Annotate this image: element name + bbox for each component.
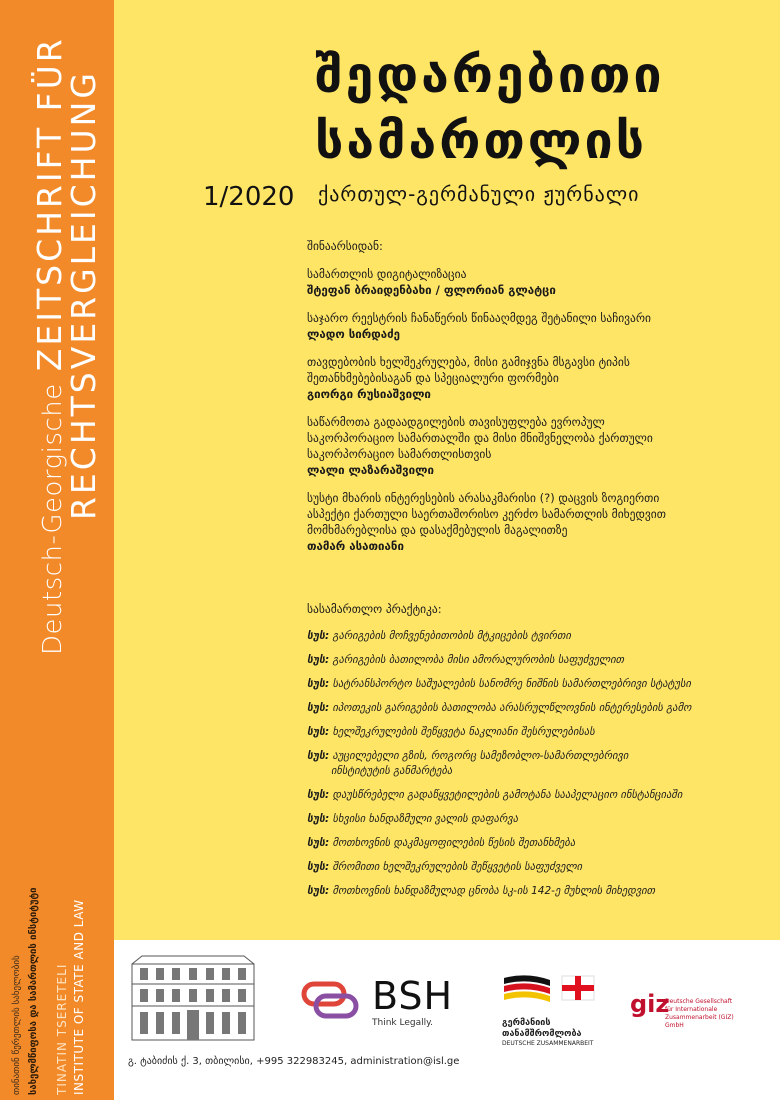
case-entry [307,725,757,740]
article-author: ლადო სირდაძე [307,327,401,341]
case-title: სატრანსპორტო საშუალების სანომრე ნიშნის სამართლებრივი სტატუსი [332,678,691,690]
giz-name-line: Zusammenarbeit (GIZ) GmbH [665,1014,734,1029]
case-title: აუცილებელი გზის, როგორც სამეზობლო-სამართლებრივი [332,750,629,762]
institute-name-en-line-2: INSTITUTE OF STATE AND LAW [72,899,86,1095]
case-title: მოთხოვნის დაკმაყოფილების წესის შეთანხმება [332,837,576,849]
case-entry [307,812,757,827]
institute-building-icon [128,954,258,1042]
article-title-line: ასპექტი ქართული საერთაშორისო კერძო სამართლის მიხედვით [307,507,666,521]
table-of-contents [307,238,747,566]
case-court-label: სუს: [307,789,330,801]
institute-name-en-line-1: TINATIN TSERETELI [55,963,69,1095]
sidebar-band [0,0,114,1100]
giz-name-line: für Internationale [665,1006,718,1013]
case-court-label: სუს: [307,750,330,762]
case-title-continuation: ინსტიტუტის განმარტება [331,765,453,777]
case-list [307,629,757,899]
issue-number: 1/2020 [203,182,295,212]
journal-subtitle: ქართულ-გერმანული ჟურნალი [318,182,640,206]
case-entry [307,677,757,692]
case-entry [307,836,757,851]
german-coop-line-3: DEUTSCHE ZUSAMMENARBEIT [502,1040,594,1047]
case-entry [307,788,757,803]
institute-name-ka-line-1: თინათინ წერეთლის სახელობის [12,955,22,1095]
contents-heading: შინაარსიდან: [307,239,383,253]
case-entry [307,749,757,779]
article-title-line: შეთანხმებებისაგან და სპეციალური ფორმები [307,371,559,385]
bsh-tagline: Think Legally. [372,1018,434,1028]
journal-title-de-main: ZEITSCHRIFT FÜR [30,36,69,372]
case-entry [307,860,757,875]
case-court-label: სუს: [307,702,330,714]
case-court-label: სუს: [307,813,330,825]
case-entry [307,701,757,716]
institute-address: გ. ტაბიძის ქ. 3, თბილისი, +995 322983245, administration@isl.ge [128,1056,460,1067]
case-title: შრომითი ხელშეკრულების შეწყვეტის საფუძველი [332,861,583,873]
case-court-label: სუს: [307,678,330,690]
article-title-line: საკორპორაციო სამართლისთვის [307,447,492,461]
article-title-line: თავდებობის ხელშეკრულება, მისი გამიჯვნა მსგავსი ტიპის [307,355,630,369]
journal-title-de-prefix: Deutsch-Georgische [38,383,68,655]
case-title: ხელშეკრულების შეწყვეტა ნაკლიანი შესრულებისას [332,726,595,738]
journal-title-de-line-2: RECHTSVERGLEICHUNG [64,70,103,520]
case-entry [307,884,757,899]
bsh-logo-icon [300,978,362,1022]
case-title: სხვისი ხანდაზმული ვალის დაფარვა [332,813,519,825]
case-court-label: სუს: [307,885,330,897]
german-coop-line-2: თანამშრომლობა [502,1029,582,1039]
case-court-label: სუს: [307,630,330,642]
case-title: გარიგების ბათილობა მისი ამორალურობის საფუძველით [332,654,625,666]
article-title-line: მომხმარებლისა და დასაქმებულის მაგალითზე [307,523,568,537]
article-entry [307,354,747,402]
case-entry [307,653,757,668]
case-court-label: სუს: [307,837,330,849]
institute-name-ka-line-2: სახელმწიფოსა და სამართლის ინსტიტუტი [28,887,39,1095]
article-title-line: საწარმოთა გადაადგილების თავისუფლება ევროპულ [307,415,605,429]
giz-name-line: Deutsche Gesellschaft [665,998,733,1005]
article-entry [307,414,747,478]
bsh-logo-text: BSH [372,974,454,1018]
case-court-label: სუს: [307,654,330,666]
case-court-label: სუს: [307,726,330,738]
article-author: გიორგი რუსიაშვილი [307,387,431,401]
case-title: დაუსწრებელი გადაწყვეტილების გამოტანა სააპელაციო ინსტანციაში [332,789,683,801]
article-title-line: საჯარო რეესტრის ჩანაწერის წინააღმდეგ შეტანილი საჩივარი [307,311,651,325]
giz-name [665,998,735,1030]
case-title: გარიგების მოჩვენებითობის მტკიცების ტვირთი [332,630,571,642]
article-entry [307,310,747,342]
article-entry [307,266,747,298]
article-entry [307,490,747,554]
journal-title-line-2: სამართლის [315,112,648,170]
case-entry [307,629,757,644]
journal-title-line-1: შედარებითი [315,46,665,104]
article-author: ლალი ლაზარაშვილი [307,463,434,477]
article-title-line: სამართლის დიგიტალიზაცია [307,267,467,281]
german-georgian-flag-icon [502,972,600,1012]
practice-heading: სასამართლო პრაქტიკა: [307,602,442,616]
article-author: შტეფან ბრაიდენბახი / ფლორიან გლატცი [307,283,556,297]
case-title: მოთხოვნის ხანდაზმულად ცნობა სკ-ის 142-ე მუხლის მიხედვით [332,885,656,897]
article-title-line: საკორპორაციო სამართალში და მისი მნიშვნელობა ქართული [307,431,653,445]
german-coop-line-1: გერმანიის [502,1018,551,1028]
article-list [307,266,747,554]
article-title-line: სუსტი მხარის ინტერესების არასაკმარისი (?) დაცვის ზოგიერთი [307,491,660,505]
giz-logo: giz [630,990,670,1018]
court-practice-section [307,602,757,908]
article-author: თამარ ასათიანი [307,539,404,553]
case-title: იპოთეკის გარიგების ბათილობა არასრულწლოვნის ინტერესების გამო [332,702,692,714]
case-court-label: სუს: [307,861,330,873]
